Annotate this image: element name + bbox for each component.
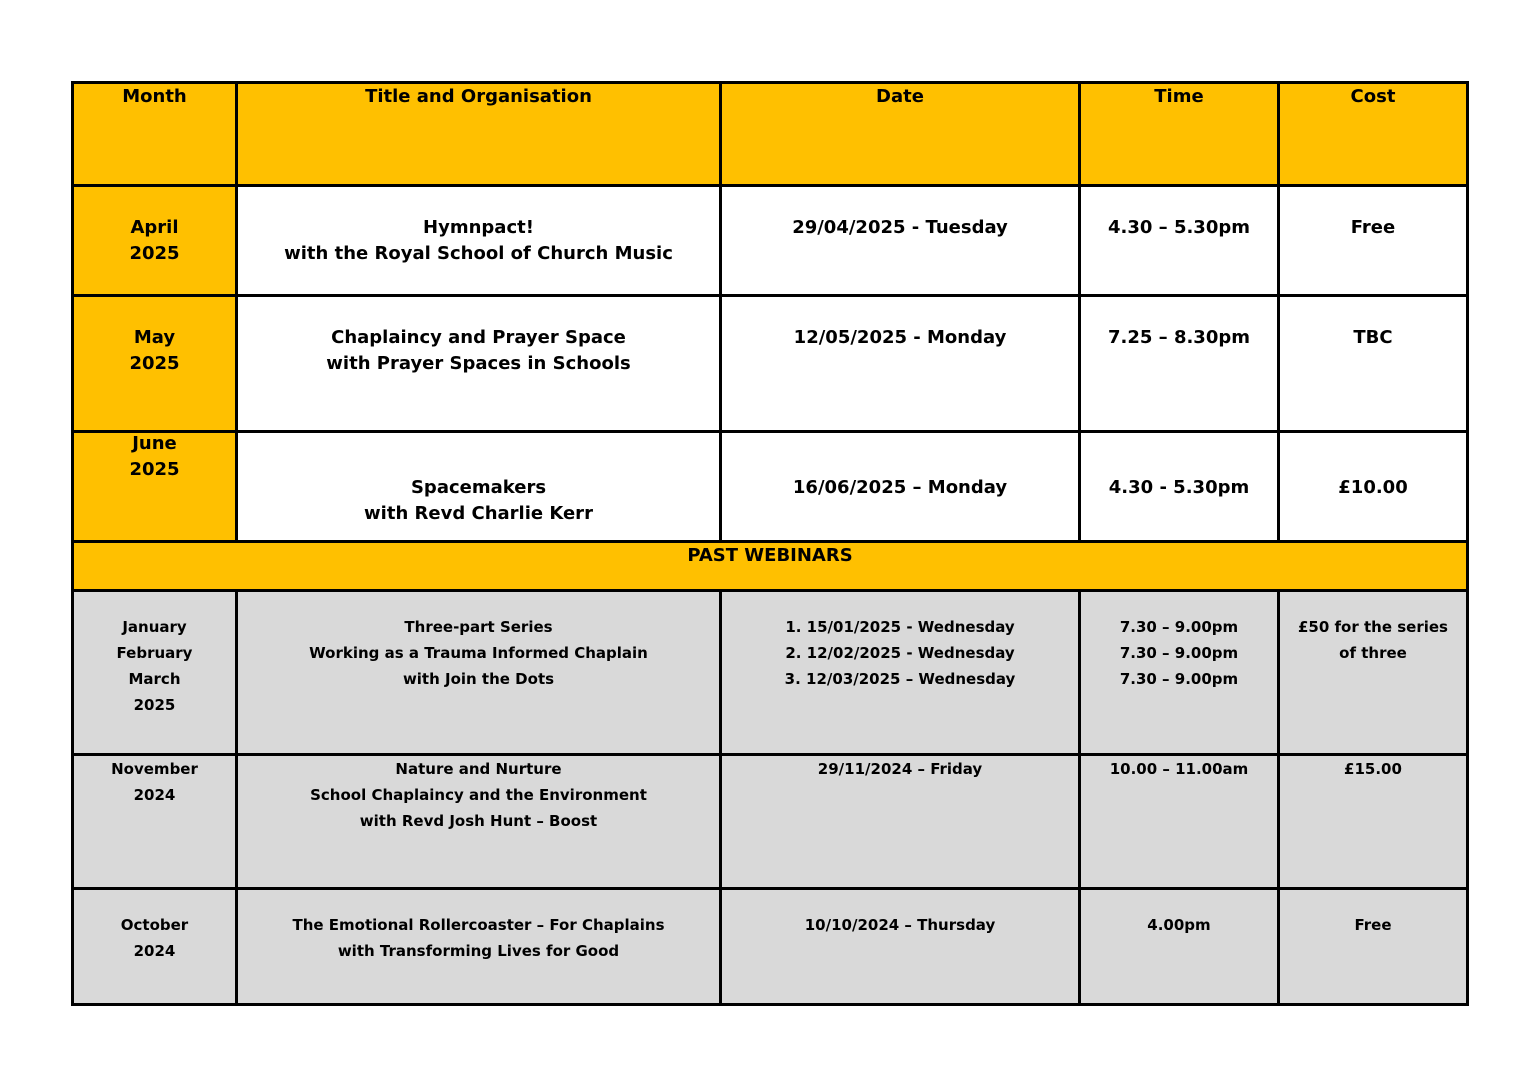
date-cell	[721, 432, 1080, 542]
webinar-organisation: with the Royal School of Church Music	[284, 243, 673, 264]
date-cell	[721, 755, 1080, 889]
webinar-organisation: with Join the Dots	[402, 670, 555, 688]
year-label: 2024	[133, 786, 176, 804]
webinar-date: 12/05/2025 - Monday	[793, 327, 1007, 348]
year-label: 2025	[129, 459, 180, 480]
month-cell	[73, 296, 237, 432]
title-cell	[237, 889, 721, 1005]
past-webinars-heading: PAST WEBINARS	[73, 542, 1468, 591]
table-header-row	[73, 83, 1468, 186]
webinar-organisation: with Revd Josh Hunt – Boost	[359, 812, 598, 830]
year-label: 2024	[133, 942, 176, 960]
webinar-series-label: Three-part Series	[404, 618, 553, 636]
webinar-date: 1. 15/01/2025 - Wednesday	[785, 618, 1015, 636]
webinar-time: 4.30 – 5.30pm	[1108, 217, 1250, 238]
cost-cell	[1279, 755, 1468, 889]
title-cell	[237, 591, 721, 755]
title-cell	[237, 432, 721, 542]
webinar-date: 29/11/2024 – Friday	[817, 760, 983, 778]
webinar-title: The Emotional Rollercoaster – For Chaplains	[292, 916, 665, 934]
date-cell	[721, 889, 1080, 1005]
cost-cell	[1279, 296, 1468, 432]
table-row-june-2025	[73, 432, 1468, 542]
webinar-date: 2. 12/02/2025 - Wednesday	[785, 644, 1015, 662]
header-cost: Cost	[1279, 83, 1468, 186]
webinar-organisation: with Transforming Lives for Good	[337, 942, 620, 960]
table-row-jan-mar-2025	[73, 591, 1468, 755]
header-date: Date	[721, 83, 1080, 186]
webinar-organisation: with Prayer Spaces in Schools	[326, 353, 631, 374]
webinar-time: 4.00pm	[1147, 916, 1211, 934]
webinar-schedule-table	[71, 81, 1469, 1006]
webinar-cost: £50 for the series of three	[1298, 618, 1448, 662]
table-row-may-2025	[73, 296, 1468, 432]
webinar-time: 10.00 – 11.00am	[1109, 760, 1249, 778]
webinar-time: 7.30 – 9.00pm	[1119, 644, 1239, 662]
month-label: March	[128, 670, 181, 688]
webinar-time: 4.30 - 5.30pm	[1108, 477, 1250, 498]
year-label: 2025	[129, 243, 180, 264]
time-cell	[1080, 186, 1279, 296]
webinar-title: Hymnpact!	[423, 217, 534, 238]
table-row-april-2025	[73, 186, 1468, 296]
time-cell	[1080, 591, 1279, 755]
webinar-cost: Free	[1354, 916, 1392, 934]
month-label: June	[132, 433, 177, 454]
webinar-organisation: with Revd Charlie Kerr	[364, 503, 593, 524]
month-label: January	[122, 618, 187, 636]
month-cell	[73, 889, 237, 1005]
year-label: 2025	[129, 353, 180, 374]
webinar-date: 16/06/2025 – Monday	[792, 477, 1008, 498]
month-label: May	[133, 327, 176, 348]
month-cell	[73, 755, 237, 889]
month-label: April	[130, 217, 179, 238]
webinar-time: 7.25 – 8.30pm	[1108, 327, 1250, 348]
webinar-date: 10/10/2024 – Thursday	[804, 916, 996, 934]
month-label: October	[120, 916, 189, 934]
month-cell	[73, 591, 237, 755]
time-cell	[1080, 755, 1279, 889]
webinar-title: Nature and Nurture	[395, 760, 562, 778]
header-time: Time	[1080, 83, 1279, 186]
cost-cell	[1279, 889, 1468, 1005]
time-cell	[1080, 432, 1279, 542]
cost-cell	[1279, 591, 1468, 755]
header-month: Month	[73, 83, 237, 186]
webinar-cost: TBC	[1353, 327, 1393, 348]
webinar-cost: £15.00	[1344, 760, 1402, 778]
cost-cell	[1279, 186, 1468, 296]
webinar-title: Chaplaincy and Prayer Space	[331, 327, 626, 348]
webinar-cost: £10.00	[1338, 477, 1408, 498]
month-label: November	[111, 760, 198, 778]
header-title: Title and Organisation	[237, 83, 721, 186]
webinar-date: 3. 12/03/2025 – Wednesday	[784, 670, 1016, 688]
month-cell	[73, 432, 237, 542]
time-cell	[1080, 889, 1279, 1005]
title-cell	[237, 186, 721, 296]
webinar-date: 29/04/2025 - Tuesday	[792, 217, 1008, 238]
past-webinars-header-row	[73, 542, 1468, 591]
title-cell	[237, 755, 721, 889]
webinar-cost: Free	[1350, 217, 1396, 238]
year-label: 2025	[133, 696, 176, 714]
webinar-title: Working as a Trauma Informed Chaplain	[309, 644, 648, 662]
month-label: February	[116, 644, 193, 662]
date-cell	[721, 296, 1080, 432]
table-row-november-2024	[73, 755, 1468, 889]
date-cell	[721, 591, 1080, 755]
webinar-time: 7.30 – 9.00pm	[1119, 618, 1239, 636]
date-cell	[721, 186, 1080, 296]
month-cell	[73, 186, 237, 296]
webinar-time: 7.30 – 9.00pm	[1119, 670, 1239, 688]
webinar-title: Spacemakers	[410, 477, 547, 498]
title-cell	[237, 296, 721, 432]
table-row-october-2024	[73, 889, 1468, 1005]
webinar-subtitle: School Chaplaincy and the Environment	[310, 786, 647, 804]
time-cell	[1080, 296, 1279, 432]
cost-cell	[1279, 432, 1468, 542]
